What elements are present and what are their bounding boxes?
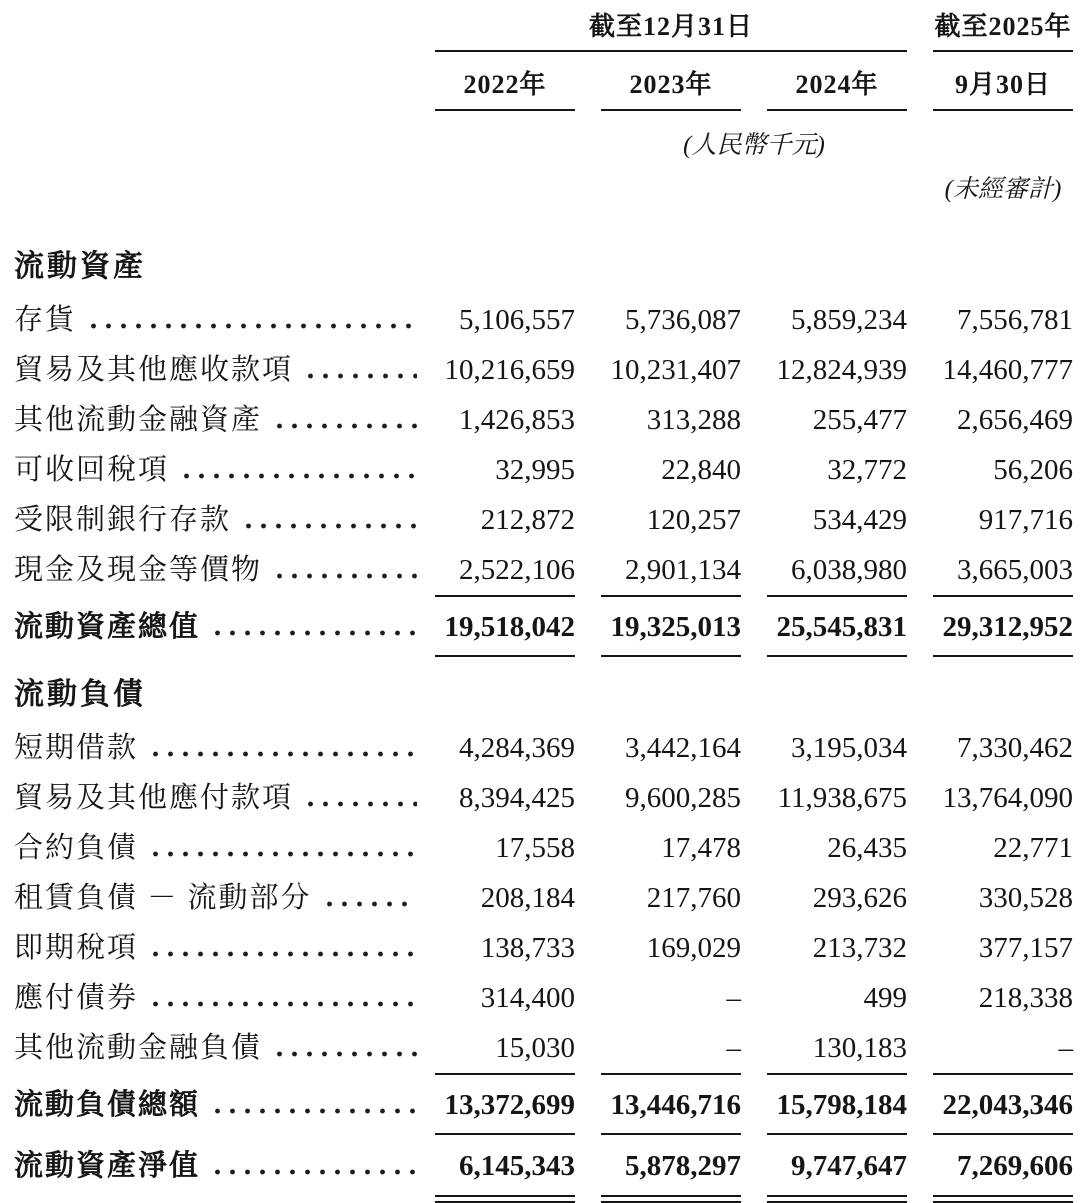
row-value: 12,824,939: [776, 354, 907, 386]
row-value: 377,157: [978, 932, 1073, 964]
row-value: 8,394,425: [459, 782, 575, 814]
row-value: 5,859,234: [791, 304, 907, 336]
period-group-dec31: 截至12月31日: [435, 6, 907, 52]
row-inventory: [14, 295, 1073, 345]
row-lease-liabilities-current: [14, 873, 1073, 923]
row-value: 22,840: [661, 454, 741, 486]
row-value: 212,872: [480, 504, 575, 536]
row-value: 3,195,034: [791, 732, 907, 764]
row-label: 其他流動金融資產: [14, 404, 263, 436]
row-value: 6,145,343: [435, 1137, 575, 1197]
row-tax-recoverable: [14, 445, 1073, 495]
row-value: 13,764,090: [942, 782, 1073, 814]
row-value: 14,460,777: [942, 354, 1073, 386]
dot-leader: [210, 1108, 417, 1114]
row-label: 其他流動金融負債: [14, 1032, 263, 1064]
period-group-2025: 截至2025年: [933, 6, 1073, 52]
row-value: 138,733: [480, 932, 575, 964]
row-value: 10,231,407: [610, 354, 741, 386]
row-label: 合約負債: [14, 832, 139, 864]
row-value: 499: [863, 982, 907, 1014]
dot-leader: [241, 523, 417, 529]
row-value: 5,736,087: [625, 304, 741, 336]
row-value: 917,716: [978, 504, 1073, 536]
dot-leader: [179, 473, 417, 479]
row-value: 13,446,716: [601, 1077, 741, 1135]
row-value: 7,269,606: [933, 1137, 1073, 1197]
dot-leader: [303, 373, 417, 379]
row-value: 169,029: [646, 932, 741, 964]
period-group-header-row: [14, 6, 1073, 52]
row-label: 受限制銀行存款: [14, 504, 232, 536]
row-total-current-assets: [14, 599, 1073, 655]
row-value: 6,038,980: [767, 545, 907, 597]
row-label: 應付債券: [14, 982, 139, 1014]
row-value: 213,732: [812, 932, 907, 964]
dot-leader: [272, 1051, 417, 1057]
row-value: 218,338: [978, 982, 1073, 1014]
row-value: 330,528: [978, 882, 1073, 914]
row-value: –: [933, 1023, 1073, 1075]
section-title-current-liabilities: 流動負債: [14, 678, 146, 711]
unaudited-note-row: [14, 161, 1073, 205]
row-value: 13,372,699: [435, 1077, 575, 1135]
row-label: 貿易及其他應收款項: [14, 354, 294, 386]
row-value: 5,878,297: [601, 1137, 741, 1197]
row-trade-receivables: [14, 345, 1073, 395]
row-value: 208,184: [480, 882, 575, 914]
row-value: 130,183: [767, 1023, 907, 1075]
row-value: 4,284,369: [459, 732, 575, 764]
dot-leader: [148, 851, 417, 857]
row-restricted-bank-deposits: [14, 495, 1073, 545]
row-label: 現金及現金等價物: [14, 554, 263, 586]
row-value: 534,429: [812, 504, 907, 536]
row-value: 22,771: [993, 832, 1073, 864]
dot-leader: [148, 951, 417, 957]
currency-note-row: [14, 111, 1073, 161]
row-label: 租賃負債 － 流動部分: [14, 882, 312, 914]
row-total-current-liabilities: [14, 1077, 1073, 1133]
row-trade-payables: [14, 773, 1073, 823]
row-value: 56,206: [993, 454, 1073, 486]
row-label: 貿易及其他應付款項: [14, 782, 294, 814]
row-value: 2,901,134: [601, 545, 741, 597]
row-value: 9,600,285: [625, 782, 741, 814]
row-value: 29,312,952: [933, 599, 1073, 657]
row-value: 19,518,042: [435, 599, 575, 657]
row-cash-and-equivalents: [14, 545, 1073, 595]
row-label: 流動資產淨值: [14, 1150, 201, 1182]
dot-leader: [210, 1169, 417, 1175]
currency-note: (人民幣千元): [683, 132, 825, 159]
row-value: 293,626: [812, 882, 907, 914]
dot-leader: [272, 573, 417, 579]
row-label: 存貨: [14, 304, 77, 336]
row-current-tax: [14, 923, 1073, 973]
row-label: 流動資產總值: [14, 611, 201, 643]
row-value: 314,400: [480, 982, 575, 1014]
row-value: 3,442,164: [625, 732, 741, 764]
row-value: 313,288: [646, 404, 741, 436]
row-value: 19,325,013: [601, 599, 741, 657]
row-value: 2,522,106: [435, 545, 575, 597]
row-value: 10,216,659: [444, 354, 575, 386]
row-value: 26,435: [827, 832, 907, 864]
row-value: 255,477: [812, 404, 907, 436]
year-header-row: [14, 52, 1073, 111]
row-value: 217,760: [646, 882, 741, 914]
dot-leader: [210, 630, 417, 636]
row-value: 15,030: [435, 1023, 575, 1075]
row-value: 7,330,462: [957, 732, 1073, 764]
row-value: 1,426,853: [459, 404, 575, 436]
column-header-2022: 2022年: [435, 52, 575, 111]
row-net-current-assets: [14, 1137, 1073, 1195]
row-value: 2,656,469: [957, 404, 1073, 436]
row-value: 15,798,184: [767, 1077, 907, 1135]
row-other-current-financial-assets: [14, 395, 1073, 445]
row-value: 9,747,647: [767, 1137, 907, 1197]
row-short-term-borrowings: [14, 723, 1073, 773]
row-value: 32,772: [827, 454, 907, 486]
row-bonds-payable: [14, 973, 1073, 1023]
column-header-2023: 2023年: [601, 52, 741, 111]
dot-leader: [303, 801, 417, 807]
row-label: 即期稅項: [14, 932, 139, 964]
row-value: 17,478: [661, 832, 741, 864]
dot-leader: [148, 751, 417, 757]
row-value: –: [726, 982, 741, 1014]
note-spacer: [435, 161, 907, 205]
row-value: 120,257: [646, 504, 741, 536]
row-label: 可收回稅項: [14, 454, 170, 486]
note-spacer: [14, 111, 423, 161]
row-value: 25,545,831: [767, 599, 907, 657]
dot-leader: [322, 901, 417, 907]
section-title-current-assets: 流動資產: [14, 250, 146, 283]
row-value: 17,558: [495, 832, 575, 864]
note-spacer: [14, 161, 423, 205]
row-value: 5,106,557: [459, 304, 575, 336]
row-label: 短期借款: [14, 732, 139, 764]
row-other-current-financial-liabilities: [14, 1023, 1073, 1073]
dot-leader: [272, 423, 417, 429]
unaudited-note: (未經審計): [944, 176, 1062, 203]
row-value: 3,665,003: [933, 545, 1073, 597]
row-value: 22,043,346: [933, 1077, 1073, 1135]
column-header-2024: 2024年: [767, 52, 907, 111]
row-value: –: [601, 1023, 741, 1075]
row-label: 流動負債總額: [14, 1089, 201, 1121]
row-contract-liabilities: [14, 823, 1073, 873]
column-header-sep30: 9月30日: [933, 52, 1073, 111]
dot-leader: [148, 1001, 417, 1007]
row-value: 32,995: [495, 454, 575, 486]
row-value: 7,556,781: [957, 304, 1073, 336]
dot-leader: [86, 323, 417, 329]
row-value: 11,938,675: [777, 782, 907, 814]
